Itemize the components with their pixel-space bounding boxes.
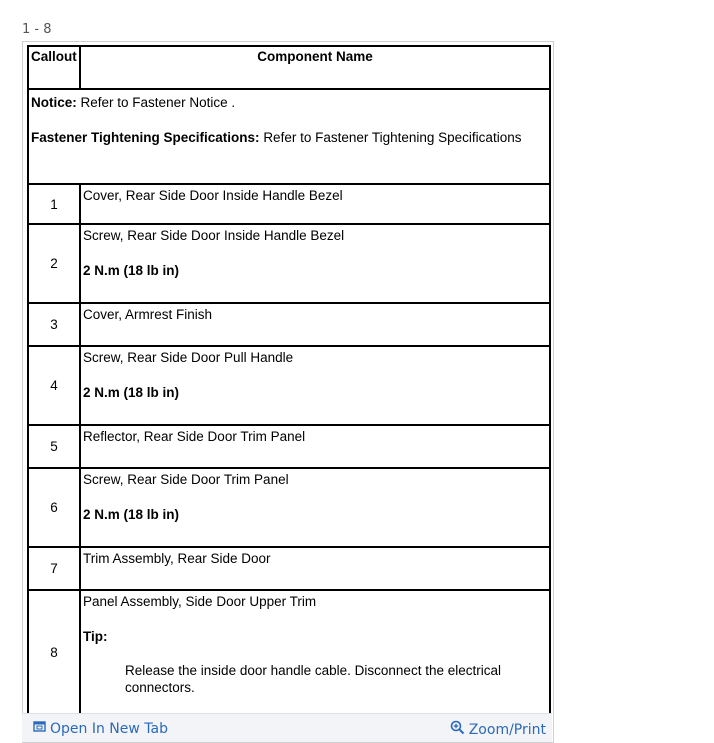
component-name: Panel Assembly, Side Door Upper Trim [83,594,317,609]
callout-cell: 5 [28,425,80,468]
component-name: Screw, Rear Side Door Trim Panel [83,472,289,487]
component-name: Screw, Rear Side Door Pull Handle [83,350,294,365]
zoom-print-label: Zoom/Print [468,721,546,738]
open-in-new-tab-label: Open In New Tab [50,720,168,737]
table-row [28,468,550,547]
torque-spec: 2 N.m (18 lb in) [83,263,180,278]
table-row [28,547,550,590]
component-name-cell: Cover, Rear Side Door Inside Handle Bezel [80,184,550,224]
table-row [28,425,550,468]
page-range-label: 1 - 8 [22,22,52,37]
table-row [28,303,550,346]
component-name-cell: Reflector, Rear Side Door Trim Panel [80,425,550,468]
table-row [28,224,550,303]
component-name-cell [80,346,550,425]
fastener-text: Refer to Fastener Tightening Specifications [263,130,522,145]
callout-cell: 3 [28,303,80,346]
callout-cell: 8 [28,590,80,715]
table-row [28,590,550,715]
component-name-cell: Cover, Armrest Finish [80,303,550,346]
component-name-cell [80,224,550,303]
component-name-cell [80,590,550,715]
component-name-cell [80,468,550,547]
document-viewer[interactable] [22,41,554,743]
torque-spec: 2 N.m (18 lb in) [83,507,180,522]
callout-cell: 6 [28,468,80,547]
component-table [27,45,551,716]
tip-label: Tip: [83,629,108,644]
viewer-footer [22,713,552,742]
header-callout: Callout [28,46,80,89]
table-row [28,184,550,224]
notice-cell [28,89,550,184]
zoom-in-icon [450,720,465,739]
torque-spec: 2 N.m (18 lb in) [83,385,180,400]
open-in-new-tab-icon [33,720,46,737]
table-row [28,346,550,425]
fastener-label: Fastener Tightening Specifications: [31,130,260,145]
notice-label: Notice: [31,95,77,110]
callout-cell: 2 [28,224,80,303]
zoom-print-button[interactable] [450,720,546,739]
tip-text: Release the inside door handle cable. Disconnect the electrical connectors. [125,663,501,695]
header-component-name: Component Name [80,46,550,89]
component-name-cell: Trim Assembly, Rear Side Door [80,547,550,590]
notice-row [28,89,550,184]
notice-text: Refer to Fastener Notice . [80,95,236,110]
callout-cell: 1 [28,184,80,224]
callout-cell: 4 [28,346,80,425]
callout-cell: 7 [28,547,80,590]
table-header-row [28,46,550,89]
open-in-new-tab-button[interactable] [33,720,168,737]
component-name: Screw, Rear Side Door Inside Handle Bezel [83,228,345,243]
fastener-line [31,130,547,145]
notice-line [31,95,547,110]
